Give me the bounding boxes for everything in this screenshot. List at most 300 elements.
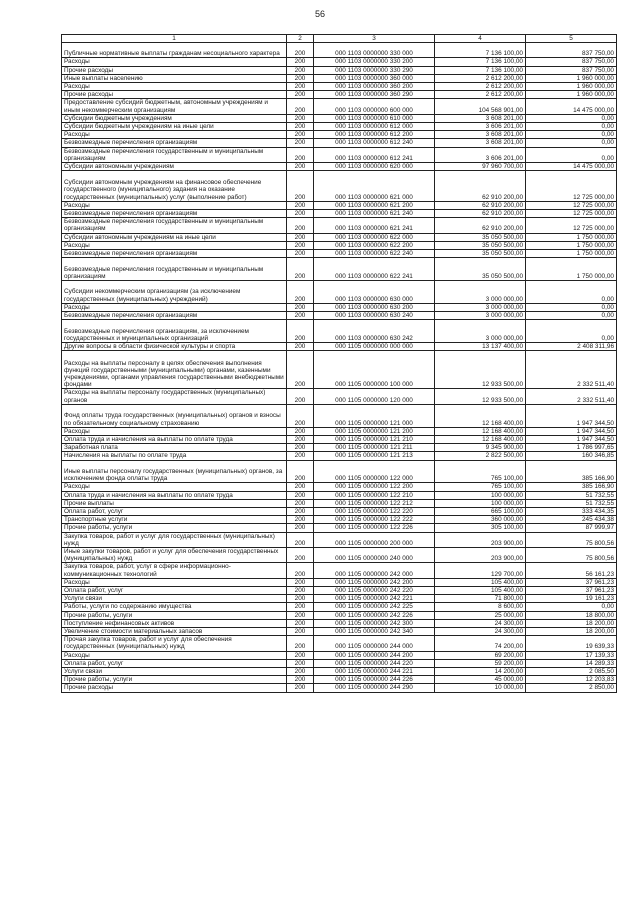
row-kbk-cell: 000 1103 0000000 612 200 [314, 131, 435, 139]
row-kbk-cell: 000 1105 0000000 242 300 [314, 619, 435, 627]
table-row [62, 351, 617, 389]
row-kbk-cell: 000 1105 0000000 121 000 [314, 404, 435, 427]
table-row [62, 241, 617, 249]
row-name-cell: Транспортные услуги [62, 516, 287, 524]
row-plan-cell: 765 100,00 [435, 460, 526, 483]
row-plan-cell: 360 000,00 [435, 516, 526, 524]
table-row [62, 389, 617, 404]
column-header: 1 [62, 35, 287, 43]
row-kbk-cell: 000 1103 0000000 630 200 [314, 303, 435, 311]
row-plan-cell: 105 400,00 [435, 587, 526, 595]
row-name-cell: Прочая закупка товаров, работ и услуг для обеспечения государственных (муниципальных) нужд [62, 636, 287, 651]
row-fact-cell: 160 346,85 [526, 452, 617, 460]
row-name-cell: Заработная плата [62, 444, 287, 452]
row-plan-cell: 203 900,00 [435, 532, 526, 547]
row-code-cell: 200 [287, 131, 314, 139]
row-plan-cell: 62 910 200,00 [435, 201, 526, 209]
row-name-cell: Безвозмездные перечисления организациям, за исключением государственных и муниципальных организаций [62, 320, 287, 343]
row-kbk-cell: 000 1105 0000000 244 290 [314, 684, 435, 692]
row-name-cell: Начисления на выплаты по оплате труда [62, 452, 287, 460]
row-kbk-cell: 000 1105 0000000 200 000 [314, 532, 435, 547]
row-plan-cell: 35 050 500,00 [435, 241, 526, 249]
row-code-cell: 200 [287, 651, 314, 659]
row-fact-cell: 14 289,33 [526, 659, 617, 667]
row-name-cell: Прочие работы, услуги [62, 524, 287, 532]
table-row [62, 619, 617, 627]
column-header: 2 [287, 35, 314, 43]
row-name-cell: Расходы [62, 241, 287, 249]
row-code-cell: 200 [287, 58, 314, 66]
table-row [62, 611, 617, 619]
row-kbk-cell: 000 1105 0000000 121 211 [314, 444, 435, 452]
table-row [62, 139, 617, 147]
row-kbk-cell: 000 1103 0000000 600 000 [314, 99, 435, 114]
row-code-cell: 200 [287, 43, 314, 58]
table-row [62, 659, 617, 667]
row-kbk-cell: 000 1105 0000000 242 000 [314, 563, 435, 578]
row-kbk-cell: 000 1105 0000000 120 000 [314, 389, 435, 404]
row-plan-cell: 12 168 400,00 [435, 435, 526, 443]
row-fact-cell: 19 639,33 [526, 636, 617, 651]
row-name-cell: Фонд оплаты труда государственных (муниципальных) органов и взносы по обязательному социальному страхованию [62, 404, 287, 427]
row-kbk-cell: 000 1105 0000000 244 220 [314, 659, 435, 667]
row-kbk-cell: 000 1105 0000000 000 000 [314, 343, 435, 351]
row-code-cell: 200 [287, 74, 314, 82]
row-kbk-cell: 000 1103 0000000 330 000 [314, 43, 435, 58]
table-row [62, 548, 617, 563]
row-kbk-cell: 000 1103 0000000 360 000 [314, 74, 435, 82]
row-plan-cell: 2 612 200,00 [435, 83, 526, 91]
row-name-cell: Расходы [62, 201, 287, 209]
row-name-cell: Расходы [62, 303, 287, 311]
row-kbk-cell: 000 1105 0000000 242 340 [314, 628, 435, 636]
row-fact-cell: 14 475 000,00 [526, 99, 617, 114]
table-row [62, 83, 617, 91]
row-fact-cell: 2 085,50 [526, 668, 617, 676]
row-kbk-cell: 000 1105 0000000 242 200 [314, 578, 435, 586]
row-kbk-cell: 000 1105 0000000 244 221 [314, 668, 435, 676]
row-name-cell: Расходы [62, 578, 287, 586]
table-row [62, 508, 617, 516]
row-name-cell: Безвозмездные перечисления организациям [62, 139, 287, 147]
row-fact-cell: 1 750 000,00 [526, 241, 617, 249]
row-fact-cell: 1 960 000,00 [526, 74, 617, 82]
row-name-cell: Расходы [62, 483, 287, 491]
table-row [62, 603, 617, 611]
row-code-cell: 200 [287, 563, 314, 578]
table-row [62, 201, 617, 209]
row-code-cell: 200 [287, 444, 314, 452]
row-kbk-cell: 000 1105 0000000 122 220 [314, 508, 435, 516]
table-row [62, 163, 617, 171]
table-row [62, 684, 617, 692]
row-plan-cell: 13 137 400,00 [435, 343, 526, 351]
table-row [62, 563, 617, 578]
row-kbk-cell: 000 1105 0000000 122 222 [314, 516, 435, 524]
row-name-cell: Расходы на выплаты персоналу в целях обеспечения выполнения функций государственными (муниципальными) органами, казенными учреждениями, органами управления государственными внебюджетными фондами [62, 351, 287, 389]
row-kbk-cell: 000 1103 0000000 621 240 [314, 209, 435, 217]
row-code-cell: 200 [287, 636, 314, 651]
row-code-cell: 200 [287, 389, 314, 404]
table-row [62, 218, 617, 233]
row-name-cell: Субсидии автономным учреждениям [62, 163, 287, 171]
column-header: 5 [526, 35, 617, 43]
row-fact-cell: 1 750 000,00 [526, 258, 617, 281]
row-plan-cell: 24 300,00 [435, 628, 526, 636]
row-name-cell: Поступление нефинансовых активов [62, 619, 287, 627]
row-plan-cell: 104 568 901,00 [435, 99, 526, 114]
row-code-cell: 200 [287, 281, 314, 304]
row-plan-cell: 2 612 200,00 [435, 91, 526, 99]
row-plan-cell: 59 200,00 [435, 659, 526, 667]
row-plan-cell: 69 200,00 [435, 651, 526, 659]
table-row [62, 676, 617, 684]
row-kbk-cell: 000 1105 0000000 122 210 [314, 491, 435, 499]
row-fact-cell: 37 961,23 [526, 587, 617, 595]
table-row [62, 483, 617, 491]
row-code-cell: 200 [287, 668, 314, 676]
row-fact-cell: 18 800,00 [526, 611, 617, 619]
row-code-cell: 200 [287, 524, 314, 532]
row-name-cell: Безвозмездные перечисления государственным и муниципальным организациям [62, 147, 287, 162]
row-kbk-cell: 000 1103 0000000 630 240 [314, 312, 435, 320]
row-fact-cell: 18 200,00 [526, 619, 617, 627]
row-name-cell: Субсидии бюджетным учреждениям на иные цели [62, 123, 287, 131]
row-kbk-cell: 000 1103 0000000 622 000 [314, 233, 435, 241]
row-fact-cell: 0,00 [526, 603, 617, 611]
row-fact-cell: 51 732,55 [526, 499, 617, 507]
row-plan-cell: 62 910 200,00 [435, 171, 526, 201]
row-kbk-cell: 000 1103 0000000 621 200 [314, 201, 435, 209]
row-plan-cell: 10 000,00 [435, 684, 526, 692]
row-fact-cell: 12 725 000,00 [526, 209, 617, 217]
table-row [62, 427, 617, 435]
row-kbk-cell: 000 1105 0000000 100 000 [314, 351, 435, 389]
row-code-cell: 200 [287, 548, 314, 563]
row-name-cell: Иные закупки товаров, работ и услуг для обеспечения государственных (муниципальных) нужд [62, 548, 287, 563]
row-fact-cell: 837 750,00 [526, 43, 617, 58]
row-kbk-cell: 000 1103 0000000 612 000 [314, 123, 435, 131]
row-fact-cell: 1 750 000,00 [526, 233, 617, 241]
row-name-cell: Иные выплаты населению [62, 74, 287, 82]
table-row [62, 171, 617, 201]
table-row [62, 516, 617, 524]
row-fact-cell: 1 786 997,65 [526, 444, 617, 452]
row-fact-cell: 1 960 000,00 [526, 91, 617, 99]
row-fact-cell: 56 161,23 [526, 563, 617, 578]
row-code-cell: 200 [287, 499, 314, 507]
row-plan-cell: 14 200,00 [435, 668, 526, 676]
row-fact-cell: 385 166,90 [526, 460, 617, 483]
row-fact-cell: 0,00 [526, 281, 617, 304]
row-code-cell: 200 [287, 491, 314, 499]
row-fact-cell: 17 139,33 [526, 651, 617, 659]
row-code-cell: 200 [287, 508, 314, 516]
row-name-cell: Субсидии некоммерческим организациям (за исключением государственных (муниципальных) учреждений) [62, 281, 287, 304]
row-code-cell: 200 [287, 351, 314, 389]
table-row [62, 435, 617, 443]
row-code-cell: 200 [287, 460, 314, 483]
row-fact-cell: 245 434,38 [526, 516, 617, 524]
row-name-cell: Безвозмездные перечисления организациям [62, 312, 287, 320]
table-row [62, 460, 617, 483]
row-code-cell: 200 [287, 312, 314, 320]
column-header: 4 [435, 35, 526, 43]
row-name-cell: Оплата труда и начисления на выплаты по оплате труда [62, 491, 287, 499]
row-name-cell: Расходы [62, 83, 287, 91]
row-plan-cell: 35 050 500,00 [435, 258, 526, 281]
row-fact-cell: 2 332 511,40 [526, 351, 617, 389]
row-plan-cell: 45 000,00 [435, 676, 526, 684]
row-fact-cell: 837 750,00 [526, 66, 617, 74]
row-plan-cell: 12 933 500,00 [435, 351, 526, 389]
row-plan-cell: 9 345 900,00 [435, 444, 526, 452]
table-row [62, 491, 617, 499]
row-kbk-cell: 000 1105 0000000 122 200 [314, 483, 435, 491]
row-kbk-cell: 000 1103 0000000 630 242 [314, 320, 435, 343]
row-name-cell: Безвозмездные перечисления государственным и муниципальным организациям [62, 258, 287, 281]
row-kbk-cell: 000 1105 0000000 121 213 [314, 452, 435, 460]
row-fact-cell: 37 961,23 [526, 578, 617, 586]
table-row [62, 209, 617, 217]
column-header: 3 [314, 35, 435, 43]
row-fact-cell: 14 475 000,00 [526, 163, 617, 171]
row-kbk-cell: 000 1103 0000000 622 240 [314, 249, 435, 257]
row-code-cell: 200 [287, 147, 314, 162]
row-code-cell: 200 [287, 218, 314, 233]
row-name-cell: Субсидии бюджетным учреждениям [62, 114, 287, 122]
row-kbk-cell: 000 1105 0000000 242 221 [314, 595, 435, 603]
row-code-cell: 200 [287, 99, 314, 114]
row-code-cell: 200 [287, 611, 314, 619]
row-kbk-cell: 000 1105 0000000 242 225 [314, 603, 435, 611]
row-fact-cell: 837 750,00 [526, 58, 617, 66]
row-code-cell: 200 [287, 435, 314, 443]
row-plan-cell: 3 000 000,00 [435, 281, 526, 304]
row-name-cell: Прочие расходы [62, 91, 287, 99]
row-fact-cell: 1 750 000,00 [526, 249, 617, 257]
row-name-cell: Прочие выплаты [62, 499, 287, 507]
row-kbk-cell: 000 1105 0000000 121 200 [314, 427, 435, 435]
row-kbk-cell: 000 1103 0000000 621 241 [314, 218, 435, 233]
table-row [62, 58, 617, 66]
row-fact-cell: 0,00 [526, 312, 617, 320]
row-name-cell: Публичные нормативные выплаты гражданам несоциального характера [62, 43, 287, 58]
row-fact-cell: 12 725 000,00 [526, 171, 617, 201]
row-kbk-cell: 000 1105 0000000 244 226 [314, 676, 435, 684]
row-plan-cell: 3 608 201,00 [435, 131, 526, 139]
row-fact-cell: 333 434,35 [526, 508, 617, 516]
row-plan-cell: 100 000,00 [435, 499, 526, 507]
row-plan-cell: 62 910 200,00 [435, 218, 526, 233]
row-kbk-cell: 000 1103 0000000 360 290 [314, 91, 435, 99]
row-plan-cell: 3 000 000,00 [435, 320, 526, 343]
row-plan-cell: 3 606 201,00 [435, 147, 526, 162]
row-plan-cell: 25 000,00 [435, 611, 526, 619]
row-kbk-cell: 000 1105 0000000 240 000 [314, 548, 435, 563]
column-number-row [62, 35, 617, 43]
row-name-cell: Увеличение стоимости материальных запасов [62, 628, 287, 636]
row-plan-cell: 2 612 200,00 [435, 74, 526, 82]
row-plan-cell: 62 910 200,00 [435, 209, 526, 217]
table-row [62, 668, 617, 676]
row-kbk-cell: 000 1105 0000000 242 226 [314, 611, 435, 619]
table-row [62, 249, 617, 257]
row-kbk-cell: 000 1103 0000000 330 200 [314, 58, 435, 66]
table-row [62, 532, 617, 547]
table-row [62, 595, 617, 603]
table-row [62, 628, 617, 636]
row-code-cell: 200 [287, 619, 314, 627]
table-row [62, 66, 617, 74]
row-plan-cell: 74 200,00 [435, 636, 526, 651]
row-code-cell: 200 [287, 241, 314, 249]
row-name-cell: Безвозмездные перечисления организациям [62, 249, 287, 257]
page-number: 56 [314, 9, 325, 19]
table-row [62, 99, 617, 114]
table-row [62, 91, 617, 99]
row-kbk-cell: 000 1103 0000000 610 000 [314, 114, 435, 122]
row-kbk-cell: 000 1103 0000000 622 241 [314, 258, 435, 281]
table-row [62, 587, 617, 595]
row-code-cell: 200 [287, 171, 314, 201]
row-fact-cell: 1 947 344,50 [526, 427, 617, 435]
row-name-cell: Расходы [62, 651, 287, 659]
row-kbk-cell: 000 1105 0000000 244 200 [314, 651, 435, 659]
row-plan-cell: 3 606 201,00 [435, 123, 526, 131]
row-code-cell: 200 [287, 659, 314, 667]
table-row [62, 636, 617, 651]
table-row [62, 404, 617, 427]
row-code-cell: 200 [287, 114, 314, 122]
row-fact-cell: 87 999,97 [526, 524, 617, 532]
row-code-cell: 200 [287, 233, 314, 241]
table-row [62, 444, 617, 452]
row-plan-cell: 3 608 201,00 [435, 139, 526, 147]
row-plan-cell: 35 050 500,00 [435, 249, 526, 257]
row-code-cell: 200 [287, 532, 314, 547]
table-row [62, 651, 617, 659]
row-code-cell: 200 [287, 320, 314, 343]
row-fact-cell: 1 947 344,50 [526, 404, 617, 427]
table-row [62, 524, 617, 532]
row-fact-cell: 2 332 511,40 [526, 389, 617, 404]
row-plan-cell: 24 300,00 [435, 619, 526, 627]
row-kbk-cell: 000 1103 0000000 612 240 [314, 139, 435, 147]
row-plan-cell: 203 900,00 [435, 548, 526, 563]
row-plan-cell: 2 822 500,00 [435, 452, 526, 460]
row-plan-cell: 7 136 100,00 [435, 58, 526, 66]
row-name-cell: Закупка товаров, работ и услуг для государственных (муниципальных) нужд [62, 532, 287, 547]
row-name-cell: Иные выплаты персоналу государственных (муниципальных) органов, за исключением фонда оплаты труда [62, 460, 287, 483]
table-row [62, 123, 617, 131]
row-name-cell: Оплата работ, услуг [62, 587, 287, 595]
row-name-cell: Оплата труда и начисления на выплаты по оплате труда [62, 435, 287, 443]
row-fact-cell: 51 732,55 [526, 491, 617, 499]
row-kbk-cell: 000 1103 0000000 621 000 [314, 171, 435, 201]
row-kbk-cell: 000 1105 0000000 242 220 [314, 587, 435, 595]
row-code-cell: 200 [287, 587, 314, 595]
row-plan-cell: 71 800,00 [435, 595, 526, 603]
row-fact-cell: 75 800,56 [526, 548, 617, 563]
row-code-cell: 200 [287, 83, 314, 91]
row-fact-cell: 75 800,56 [526, 532, 617, 547]
row-code-cell: 200 [287, 404, 314, 427]
table-row [62, 74, 617, 82]
table-row [62, 281, 617, 304]
row-name-cell: Прочие работы, услуги [62, 676, 287, 684]
row-plan-cell: 3 608 201,00 [435, 114, 526, 122]
table-row [62, 578, 617, 586]
row-fact-cell: 0,00 [526, 114, 617, 122]
row-name-cell: Другие вопросы в области физической культуры и спорта [62, 343, 287, 351]
row-name-cell: Расходы [62, 58, 287, 66]
row-code-cell: 200 [287, 303, 314, 311]
row-kbk-cell: 000 1103 0000000 620 000 [314, 163, 435, 171]
row-name-cell: Расходы [62, 427, 287, 435]
row-kbk-cell: 000 1103 0000000 612 241 [314, 147, 435, 162]
row-name-cell: Прочие расходы [62, 684, 287, 692]
row-fact-cell: 19 161,23 [526, 595, 617, 603]
row-kbk-cell: 000 1105 0000000 122 212 [314, 499, 435, 507]
row-kbk-cell: 000 1105 0000000 122 000 [314, 460, 435, 483]
row-fact-cell: 18 200,00 [526, 628, 617, 636]
table-row [62, 131, 617, 139]
row-name-cell: Расходы на выплаты персоналу государственных (муниципальных) органов [62, 389, 287, 404]
row-kbk-cell: 000 1103 0000000 330 290 [314, 66, 435, 74]
row-name-cell: Услуги связи [62, 595, 287, 603]
row-name-cell: Субсидии автономным учреждениям на иные цели [62, 233, 287, 241]
row-plan-cell: 12 168 400,00 [435, 404, 526, 427]
row-fact-cell: 0,00 [526, 147, 617, 162]
row-code-cell: 200 [287, 595, 314, 603]
row-name-cell: Услуги связи [62, 668, 287, 676]
row-code-cell: 200 [287, 66, 314, 74]
row-kbk-cell: 000 1105 0000000 121 210 [314, 435, 435, 443]
row-fact-cell: 2 408 311,96 [526, 343, 617, 351]
row-plan-cell: 665 100,00 [435, 508, 526, 516]
row-plan-cell: 100 000,00 [435, 491, 526, 499]
row-name-cell: Прочие работы, услуги [62, 611, 287, 619]
row-code-cell: 200 [287, 684, 314, 692]
row-plan-cell: 12 168 400,00 [435, 427, 526, 435]
row-plan-cell: 3 000 000,00 [435, 303, 526, 311]
row-code-cell: 200 [287, 123, 314, 131]
table-row [62, 147, 617, 162]
row-code-cell: 200 [287, 91, 314, 99]
table-row [62, 303, 617, 311]
row-fact-cell: 12 725 000,00 [526, 201, 617, 209]
row-fact-cell: 12 203,83 [526, 676, 617, 684]
table-row [62, 499, 617, 507]
row-code-cell: 200 [287, 676, 314, 684]
row-fact-cell: 2 850,00 [526, 684, 617, 692]
row-plan-cell: 129 700,00 [435, 563, 526, 578]
row-name-cell: Безвозмездные перечисления государственным и муниципальным организациям [62, 218, 287, 233]
budget-expenditure-table [61, 34, 617, 693]
row-kbk-cell: 000 1105 0000000 244 000 [314, 636, 435, 651]
row-fact-cell: 0,00 [526, 123, 617, 131]
row-fact-cell: 12 725 000,00 [526, 218, 617, 233]
row-code-cell: 200 [287, 516, 314, 524]
row-name-cell: Субсидии автономным учреждениям на финансовое обеспечение государственного (муниципального) задания на оказание государственных (муниципальных) услуг (выполнение работ) [62, 171, 287, 201]
table-body [62, 43, 617, 692]
row-code-cell: 200 [287, 578, 314, 586]
row-plan-cell: 765 100,00 [435, 483, 526, 491]
table-row [62, 43, 617, 58]
row-code-cell: 200 [287, 249, 314, 257]
row-fact-cell: 1 960 000,00 [526, 83, 617, 91]
